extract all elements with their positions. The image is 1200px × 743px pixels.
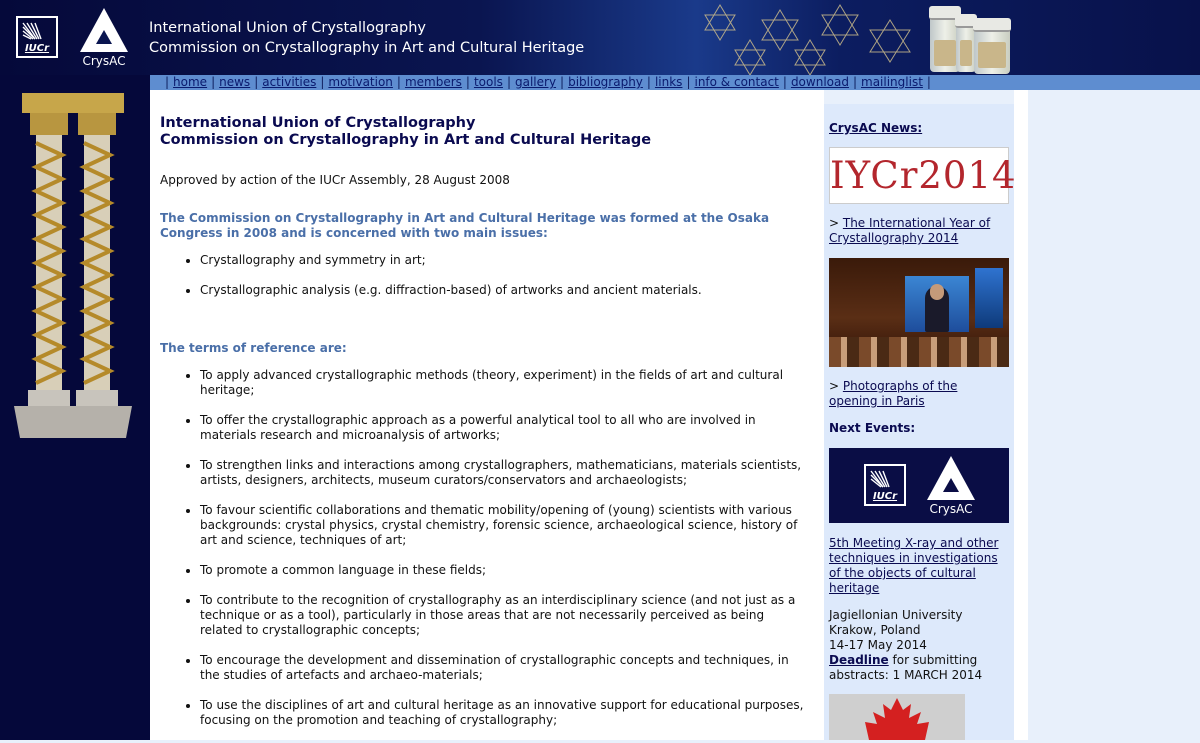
event-item (829, 536, 1009, 596)
nav-separator: | (211, 75, 216, 89)
content-gap (814, 90, 824, 740)
mini-iucr-emblem-icon (869, 469, 901, 489)
nav-separator: | (465, 75, 470, 89)
iucr-logo-emblem-icon (21, 21, 53, 41)
maple-leaf-image[interactable] (829, 694, 965, 740)
term-item: • To contribute to the recognition of crystallography as an interdisciplinary science (and not just as a technique or as a tool), particularly in those areas that are not necessarily perceived as being related to crystallographic concepts; (200, 593, 810, 638)
nav-link-home[interactable]: home (173, 75, 208, 89)
nav-link-mailinglist[interactable]: mailinglist (861, 75, 923, 89)
photos-news-item (829, 379, 1009, 409)
nav-links (150, 75, 1200, 90)
event-details (829, 608, 1009, 683)
nav-separator: | (396, 75, 401, 89)
nav-link-activities[interactable]: activities (262, 75, 317, 89)
term-item: • To use the disciplines of art and cultural heritage as an innovative support for educational purposes, focusing on the promotion and teaching of crystallography; (200, 698, 810, 728)
header-title-line1: International Union of Crystallography (149, 20, 426, 36)
intro-heading: The Commission on Crystallography in Art and Cultural Heritage was formed at the Osaka Congress in 2008 and is concerned with two main issues: (160, 211, 770, 240)
site-header (0, 0, 1200, 75)
iycr-link-prefix: > (829, 216, 843, 230)
header-title (149, 18, 584, 58)
header-star-pattern-icon (690, 0, 930, 75)
nav-link-gallery[interactable]: gallery (514, 75, 557, 89)
nav-separator: | (782, 75, 787, 89)
nav-separator: | (506, 75, 511, 89)
next-events-heading: Next Events: (829, 421, 916, 435)
twisted-columns-image (14, 93, 132, 438)
left-decoration-column (0, 75, 150, 740)
nav-link-links[interactable]: links (654, 75, 683, 89)
deadline-text: for submitting abstracts: 1 MARCH 2014 (829, 653, 983, 682)
terms-list (160, 368, 810, 728)
mini-iucr-logo (864, 464, 906, 506)
nav-separator: | (926, 75, 931, 89)
nav-separator: | (165, 75, 170, 89)
photos-link-prefix: > (829, 379, 843, 393)
header-title-line2: Commission on Crystallography in Art and Cultural Heritage (149, 40, 585, 56)
nav-link-info-contact[interactable]: info & contact (694, 75, 779, 89)
issues-list (160, 253, 810, 298)
iycr-news-item (829, 216, 1009, 246)
event-logos-image[interactable] (829, 448, 1009, 523)
mini-crysac-text: CrysAC (929, 502, 973, 516)
nav-separator: | (852, 75, 858, 89)
nav-link-members[interactable]: members (404, 75, 462, 89)
top-navigation (150, 75, 1200, 90)
mini-iucr-text: IUCr (872, 491, 898, 502)
nav-link-download[interactable]: download (790, 75, 849, 89)
page-title (160, 115, 810, 149)
crysac-logo-text: CrysAC (82, 54, 126, 68)
deadline-line (829, 653, 1009, 683)
event-link[interactable]: 5th Meeting X-ray and other techniques in investigations of the objects of cultural heritage (829, 536, 999, 595)
nav-link-bibliography[interactable]: bibliography (568, 75, 643, 89)
term-item: • To apply advanced crystallographic methods (theory, experiment) in the fields of art and cultural heritage; (200, 368, 810, 398)
mini-crysac-triangle-icon (925, 454, 977, 502)
event-place-city: Krakow, Poland (829, 623, 921, 637)
issue-item: • Crystallography and symmetry in art; (200, 253, 810, 268)
term-item: • To encourage the development and dissemination of crystallographic concepts and techniques, in the studies of artefacts and archaeo-materials; (200, 653, 810, 683)
iucr-logo[interactable] (16, 16, 58, 58)
nav-separator: | (320, 75, 325, 89)
crysac-logo[interactable] (78, 6, 130, 70)
page-title-line1: International Union of Crystallography (160, 115, 476, 131)
paris-opening-photo[interactable] (829, 258, 1009, 367)
nav-link-news[interactable]: news (219, 75, 251, 89)
iycr2014-banner-text: IYCr2014 (830, 154, 1017, 197)
nav-link-tools[interactable]: tools (473, 75, 503, 89)
news-heading[interactable]: CrysAC News: (829, 121, 923, 135)
term-item: • To promote a common language in these fields; (200, 563, 810, 578)
crysac-triangle-icon (78, 6, 130, 54)
page-title-line2: Commission on Crystallography in Art and Cultural Heritage (160, 132, 652, 148)
photos-link[interactable]: Photographs of the opening in Paris (829, 379, 958, 408)
main-content (150, 90, 824, 740)
term-item: • To offer the crystallographic approach as a powerful analytical tool to all who are involved in materials research and microanalysis of artworks; (200, 413, 810, 443)
nav-separator: | (646, 75, 651, 89)
iycr-link[interactable]: The International Year of Crystallography 2014 (829, 216, 991, 245)
event-dates: 14-17 May 2014 (829, 638, 927, 652)
terms-heading: The terms of reference are: (160, 341, 347, 355)
nav-separator: | (254, 75, 259, 89)
sample-vial-3 (974, 18, 1010, 74)
approval-note: Approved by action of the IUCr Assembly, 28 August 2008 (160, 173, 510, 187)
nav-link-motivation[interactable]: motivation (328, 75, 393, 89)
term-item: • To favour scientific collaborations and thematic mobility/opening of (young) scientists with various backgrounds: crystal physics, crystal chemistry, forensic science, archaeological science, history of art and science, techniques of art; (200, 503, 810, 548)
nav-separator: | (686, 75, 691, 89)
issue-item: • Crystallographic analysis (e.g. diffraction-based) of artworks and ancient materials. (200, 283, 810, 298)
news-sidebar (824, 104, 1017, 740)
deadline-link[interactable]: Deadline (829, 653, 889, 667)
iucr-logo-text: IUCr (24, 43, 50, 54)
term-item: • To strengthen links and interactions among crystallographers, mathematicians, materials scientists, artists, designers, architects, museum curators/conservators and archaeologists; (200, 458, 810, 488)
nav-separator: | (560, 75, 565, 89)
event-place-university: Jagiellonian University (829, 608, 963, 622)
iycr2014-banner[interactable] (829, 147, 1017, 204)
mini-crysac-logo (925, 454, 977, 518)
